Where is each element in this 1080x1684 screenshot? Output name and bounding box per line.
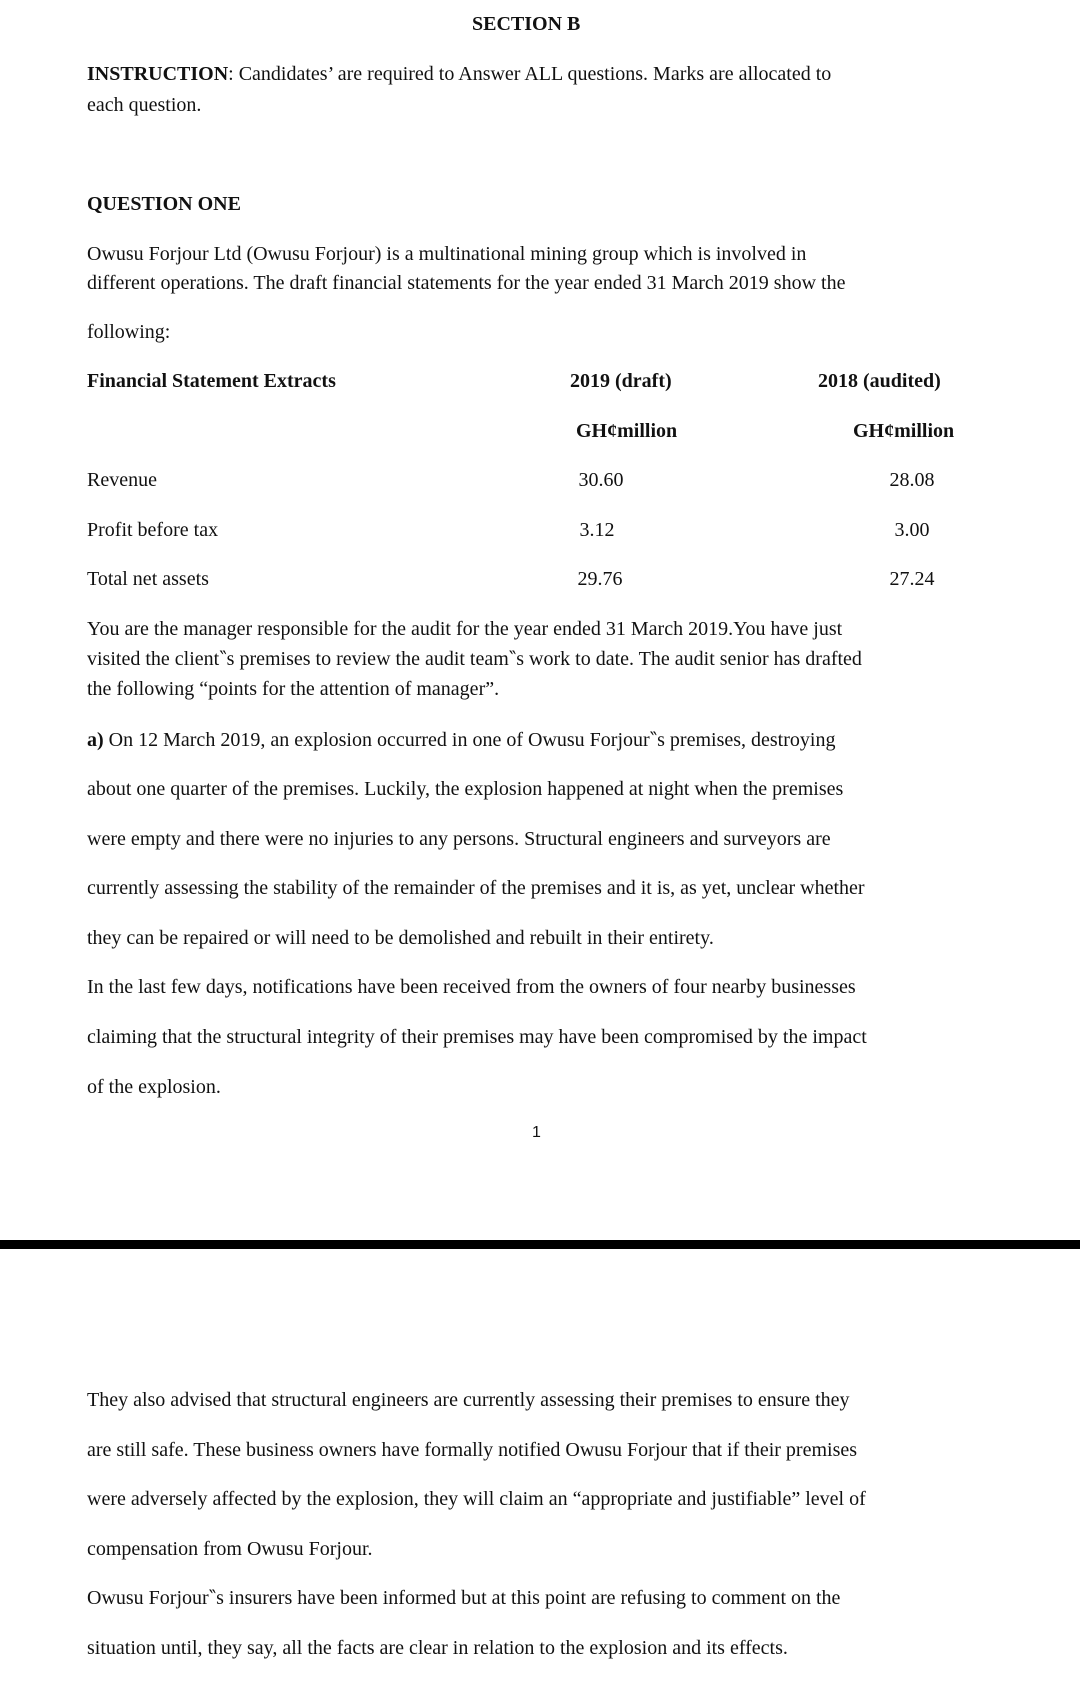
notifications-line-2: claiming that the structural integrity of their premises may have been compromised by the impact — [87, 1026, 867, 1048]
profit-2019: 3.12 — [579, 519, 615, 541]
row-label-net-assets: Total net assets — [87, 568, 209, 590]
intro-line-2: different operations. The draft financial statements for the year ended 31 March 2019 show the — [87, 272, 846, 294]
instruction-line-2: each question. — [87, 94, 202, 116]
para1-line-2: are still safe. These business owners have formally notified Owusu Forjour that if their premises — [87, 1439, 858, 1461]
page-number: 1 — [532, 1124, 541, 1141]
instruction-label: INSTRUCTION — [87, 63, 229, 85]
item-a-label: a) — [87, 729, 104, 751]
intro-line-1: Owusu Forjour Ltd (Owusu Forjour) is a multinational mining group which is involved in — [87, 243, 807, 265]
table-title: Financial Statement Extracts — [87, 370, 336, 392]
item-a-line-5: they can be repaired or will need to be demolished and rebuilt in their entirety. — [87, 927, 714, 949]
para2-line-1: Owusu Forjour‶s insurers have been informed but at this point are refusing to comment on the — [87, 1587, 841, 1609]
para1-line-4: compensation from Owusu Forjour. — [87, 1538, 373, 1560]
item-a-line-2: about one quarter of the premises. Luckily, the explosion happened at night when the premises — [87, 778, 844, 800]
para2-line-2: situation until, they say, all the facts are clear in relation to the explosion and its effects. — [87, 1637, 788, 1659]
col-2019-unit: GH¢million — [576, 420, 678, 442]
revenue-2019: 30.60 — [578, 469, 624, 491]
profit-2018: 3.00 — [894, 519, 930, 541]
col-2018-header: 2018 (audited) — [818, 370, 941, 392]
instruction-line-1 — [87, 64, 831, 84]
intro-line-3: following: — [87, 321, 171, 343]
revenue-2018: 28.08 — [889, 469, 935, 491]
manager-line-2: visited the client‶s premises to review the audit team‶s work to date. The audit senior has drafted — [87, 648, 862, 670]
row-label-profit: Profit before tax — [87, 519, 219, 541]
page-divider — [0, 1240, 1080, 1249]
section-title: SECTION B — [472, 13, 581, 35]
notifications-line-3: of the explosion. — [87, 1076, 221, 1098]
notifications-line-1: In the last few days, notifications have been received from the owners of four nearby businesses — [87, 976, 856, 998]
col-2018-unit: GH¢million — [853, 420, 955, 442]
manager-line-3: the following “points for the attention of manager”. — [87, 678, 500, 700]
row-label-revenue: Revenue — [87, 469, 157, 491]
para1-line-1: They also advised that structural engineers are currently assessing their premises to ensure they — [87, 1389, 850, 1411]
item-a-line-3: were empty and there were no injuries to any persons. Structural engineers and surveyors are — [87, 828, 831, 850]
para1-line-3: were adversely affected by the explosion, they will claim an “appropriate and justifiable” level of — [87, 1488, 866, 1510]
item-a-line-1 — [87, 730, 835, 750]
item-a-line-4: currently assessing the stability of the remainder of the premises and it is, as yet, unclear whether — [87, 877, 865, 899]
net-assets-2019: 29.76 — [577, 568, 623, 590]
col-2019-header: 2019 (draft) — [570, 370, 672, 392]
item-a-text: On 12 March 2019, an explosion occurred in one of Owusu Forjour‶s premises, destroying — [103, 729, 836, 751]
net-assets-2018: 27.24 — [889, 568, 935, 590]
question-title: QUESTION ONE — [87, 193, 241, 215]
instruction-text: : Candidates’ are required to Answer ALL questions. Marks are allocated to — [228, 63, 832, 85]
manager-line-1: You are the manager responsible for the audit for the year ended 31 March 2019.You have just — [87, 618, 843, 640]
